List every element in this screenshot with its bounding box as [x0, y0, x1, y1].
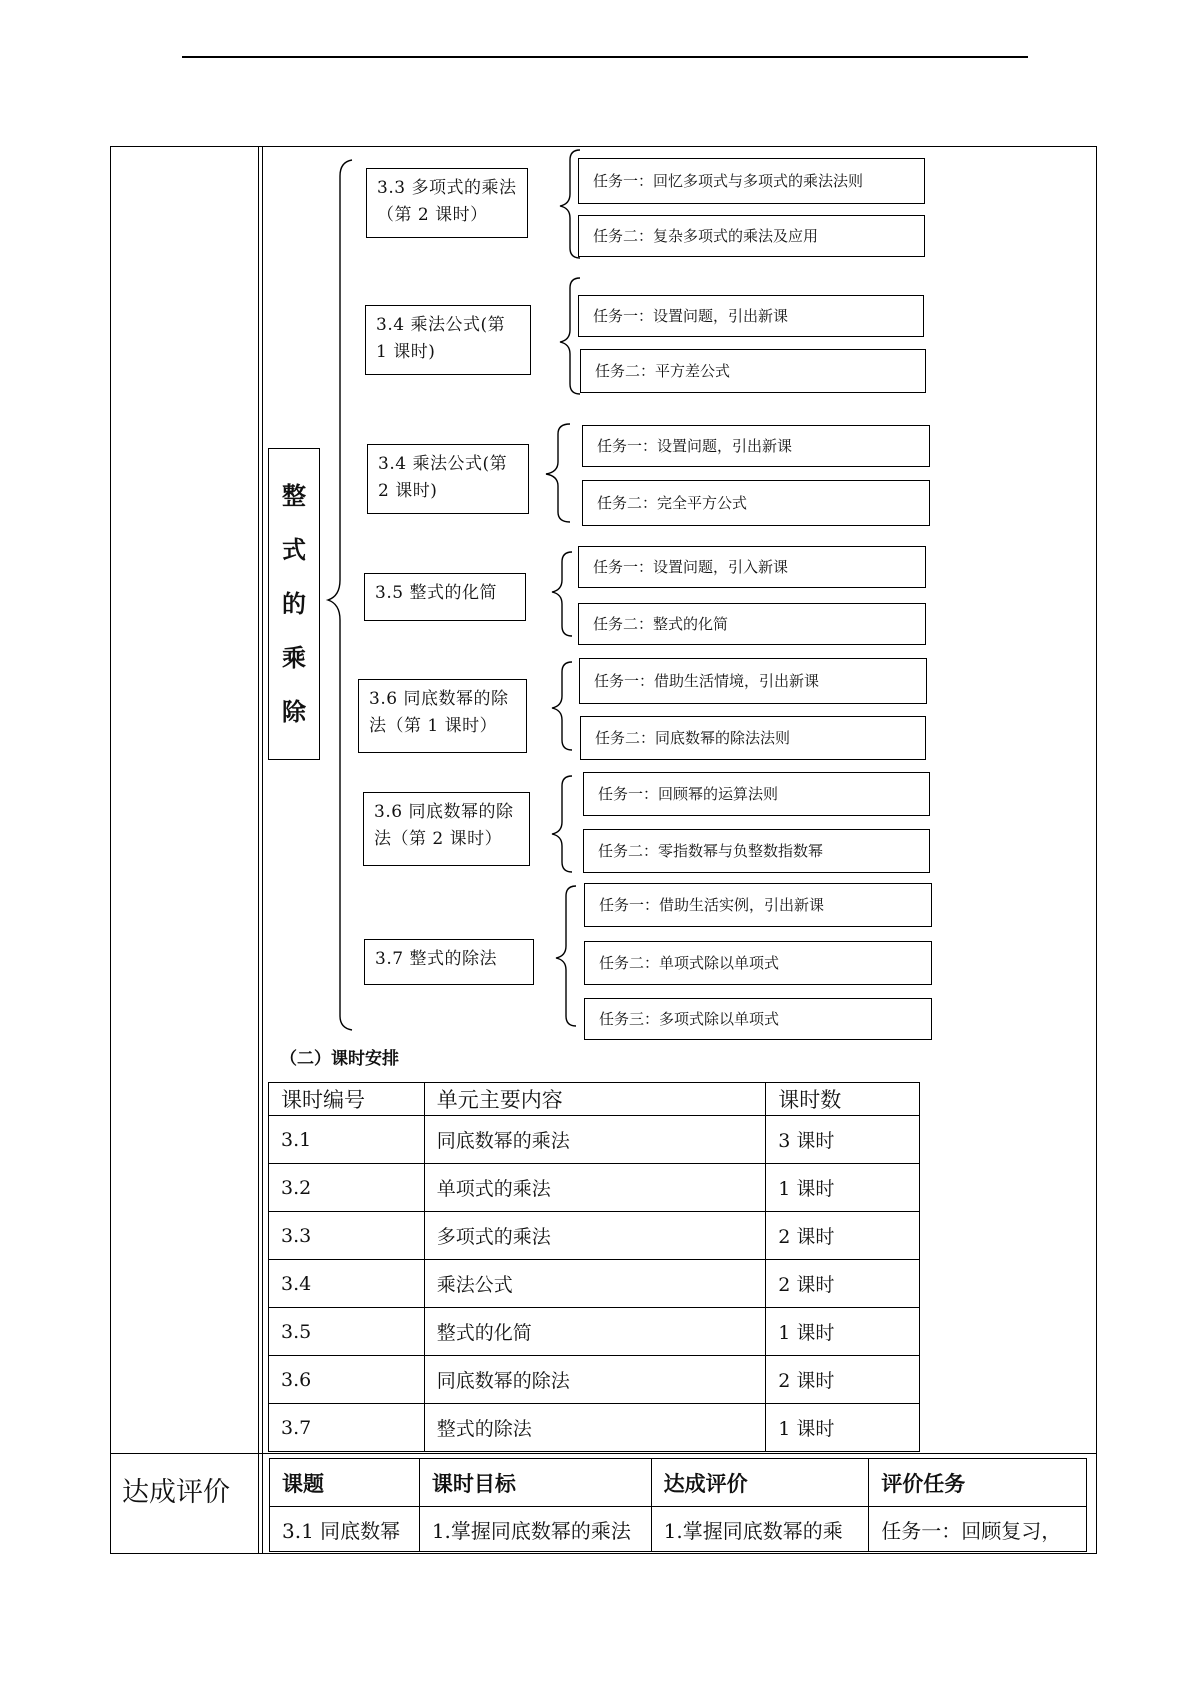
table-header-cell: 评价任务 — [869, 1459, 1087, 1507]
evaluation-label: 达成评价 — [122, 1477, 230, 1508]
table-cell: 2 课时 — [766, 1212, 920, 1260]
table-cell: 乘法公式 — [424, 1260, 765, 1308]
task-box: 任务二：单项式除以单项式 — [584, 941, 932, 985]
table-cell: 整式的化简 — [424, 1308, 765, 1356]
table-cell: 2 课时 — [766, 1356, 920, 1404]
task-box: 任务二：完全平方公式 — [582, 480, 930, 526]
table-header-cell: 课时数 — [766, 1083, 920, 1116]
table-header-cell: 达成评价 — [651, 1459, 869, 1507]
evaluation-table — [269, 1458, 1087, 1552]
table-cell: 1 课时 — [766, 1308, 920, 1356]
table-cell: 3.7 — [269, 1404, 425, 1452]
lesson-box: 3.5 整式的化简 — [364, 573, 526, 621]
table-header-row — [269, 1083, 920, 1116]
table-row — [269, 1164, 920, 1212]
unit-title-char: 除 — [282, 698, 306, 726]
table-row — [269, 1116, 920, 1164]
task-box: 任务一：借助生活情境，引出新课 — [579, 658, 927, 704]
task-box: 任务二：同底数幂的除法法则 — [580, 716, 926, 760]
task-box: 任务三：多项式除以单项式 — [584, 998, 932, 1040]
table-cell: 同底数幂的除法 — [424, 1356, 765, 1404]
table-cell: 3.1 同底数幂 — [270, 1507, 420, 1552]
table-row — [269, 1356, 920, 1404]
table-cell: 3.4 — [269, 1260, 425, 1308]
row-divider — [110, 1453, 1097, 1454]
task-box: 任务二：复杂多项式的乘法及应用 — [578, 215, 925, 257]
table-cell: 单项式的乘法 — [424, 1164, 765, 1212]
table-row — [269, 1260, 920, 1308]
table-cell: 2 课时 — [766, 1260, 920, 1308]
table-row — [270, 1507, 1087, 1552]
lesson-box: 3.4 乘法公式(第 2 课时) — [367, 444, 529, 514]
task-box: 任务一：回忆多项式与多项式的乘法法则 — [578, 158, 925, 204]
table-header-row — [270, 1459, 1087, 1507]
unit-title-char: 整 — [282, 482, 306, 510]
table-cell: 3.2 — [269, 1164, 425, 1212]
unit-title-char: 乘 — [282, 644, 306, 672]
table-cell: 3 课时 — [766, 1116, 920, 1164]
task-box: 任务一：回顾幂的运算法则 — [583, 772, 930, 816]
task-box: 任务一：借助生活实例，引出新课 — [584, 883, 932, 927]
lesson-box: 3.4 乘法公式(第 1 课时) — [365, 305, 531, 375]
unit-title-vertical — [268, 448, 320, 760]
table-cell: 1 课时 — [766, 1164, 920, 1212]
table-header-cell: 课时目标 — [419, 1459, 651, 1507]
table-cell: 3.6 — [269, 1356, 425, 1404]
table-cell: 3.5 — [269, 1308, 425, 1356]
task-box: 任务一：设置问题，引出新课 — [578, 295, 924, 337]
task-box: 任务二：零指数幂与负整数指数幂 — [583, 829, 930, 873]
unit-title-char: 的 — [282, 590, 306, 618]
table-cell: 3.3 — [269, 1212, 425, 1260]
lesson-box: 3.3 多项式的乘法（第 2 课时） — [366, 168, 528, 238]
table-cell: 3.1 — [269, 1116, 425, 1164]
table-row — [269, 1404, 920, 1452]
table-cell: 1.掌握同底数幂的乘法 — [419, 1507, 651, 1552]
table-row — [269, 1308, 920, 1356]
table-header-cell: 课题 — [270, 1459, 420, 1507]
table-cell: 1.掌握同底数幂的乘 — [651, 1507, 869, 1552]
lesson-box: 3.6 同底数幂的除法（第 1 课时） — [358, 679, 527, 753]
task-box: 任务一：设置问题，引入新课 — [578, 546, 926, 588]
unit-title-char: 式 — [282, 536, 306, 564]
task-box: 任务二：整式的化简 — [578, 603, 926, 645]
table-row — [269, 1212, 920, 1260]
table-cell: 任务一：回顾复习， — [869, 1507, 1087, 1552]
table-cell: 整式的除法 — [424, 1404, 765, 1452]
lesson-box: 3.7 整式的除法 — [364, 939, 534, 985]
table-cell: 同底数幂的乘法 — [424, 1116, 765, 1164]
table-cell: 多项式的乘法 — [424, 1212, 765, 1260]
schedule-table — [268, 1082, 920, 1452]
table-header-cell: 课时编号 — [269, 1083, 425, 1116]
task-box: 任务二：平方差公式 — [580, 349, 926, 393]
table-cell: 1 课时 — [766, 1404, 920, 1452]
section-title: （二）课时安排 — [280, 1049, 399, 1069]
lesson-box: 3.6 同底数幂的除法（第 2 课时） — [363, 792, 530, 866]
task-box: 任务一：设置问题，引出新课 — [582, 425, 930, 467]
table-header-cell: 单元主要内容 — [424, 1083, 765, 1116]
